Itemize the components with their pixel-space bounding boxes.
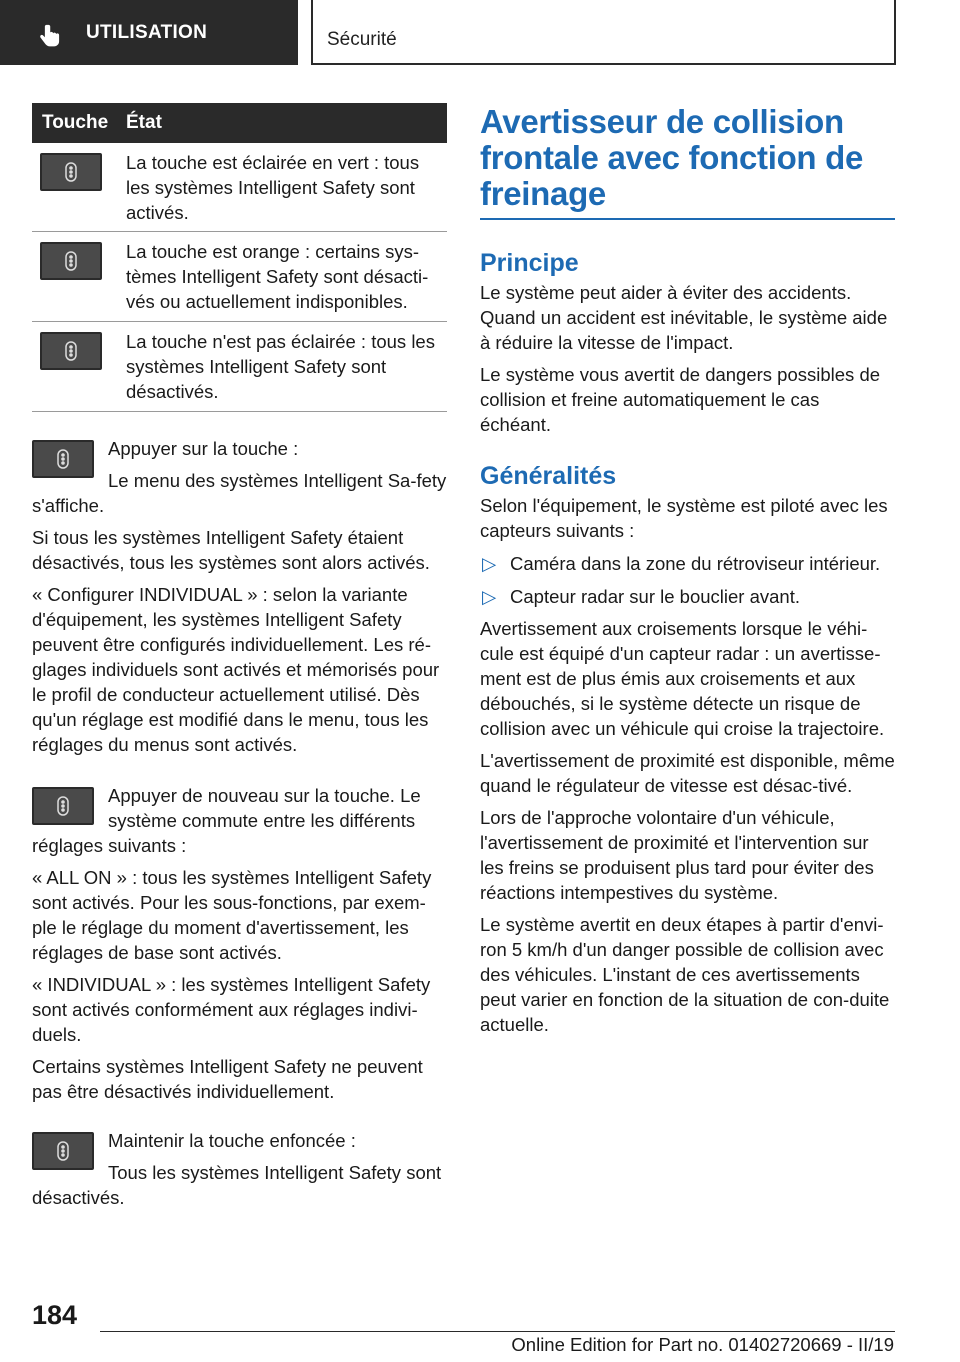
table-cell-state: La touche n'est pas éclairée : tous les systèmes Intelligent Safety sont désactivés. <box>126 331 435 402</box>
intelligent-safety-button-icon <box>40 332 102 370</box>
footer-divider <box>100 1331 895 1332</box>
paragraph: Le système avertit en deux étapes à partir d'envi-ron 5 km/h d'un danger possible de collision avec des véhicules. L'instant de ces avertissements peut varier en fonction de la situation de con-duite actuelle. <box>480 914 890 1035</box>
list-item-text: Caméra dans la zone du rétroviseur intérieur. <box>510 553 881 574</box>
paragraph: Avertissement aux croisements lorsque le véhi-cule est équipé d'un capteur radar : un avertisse-ment est de plus émis aux croisements et aux débouchés, si le système détecte un risque de collision avec un véhicule qui croise la trajectoire. <box>480 618 885 739</box>
intelligent-safety-button-icon <box>40 153 102 191</box>
hold-button-block <box>32 1128 447 1210</box>
paragraph: Selon l'équipement, le système est piloté avec les capteurs suivants : <box>480 495 888 541</box>
paragraph: L'avertissement de proximité est disponible, même quand le régulateur de vitesse est désac-tivé. <box>480 750 895 796</box>
table-row <box>32 232 447 322</box>
press-again-block <box>32 783 447 1104</box>
hold-result: Tous les systèmes Intelligent Safety sont désactivés. <box>32 1162 442 1208</box>
heading-principle: Principe <box>480 249 579 277</box>
paragraph: « ALL ON » : tous les systèmes Intelligent Safety sont activés. Pour les sous-fonctions, par exem-ple le réglage du moment d'avertissement, les réglages de base sont activés. <box>32 867 432 963</box>
triangle-bullet-icon: ▷ <box>482 553 497 574</box>
intelligent-safety-button-icon <box>40 242 102 280</box>
triangle-bullet-icon: ▷ <box>482 586 497 607</box>
paragraph: Si tous les systèmes Intelligent Safety étaient désactivés, tous les systèmes sont alors activés. <box>32 527 430 573</box>
press-again-instruction: Appuyer de nouveau sur la touche. Le système commute entre les différents réglages suivants : <box>32 785 421 856</box>
table-header <box>32 103 447 143</box>
list-item-text: Capteur radar sur le bouclier avant. <box>510 586 800 607</box>
footer-edition: Online Edition for Part no. 01402720669 - II/19 <box>511 1334 894 1355</box>
right-column <box>480 104 895 1037</box>
table-cell-state: La touche est éclairée en vert : tous les systèmes Intelligent Safety sont activés. <box>126 152 420 223</box>
paragraph: Certains systèmes Intelligent Safety ne peuvent pas être désactivés individuellement. <box>32 1056 423 1102</box>
chapter-tab[interactable] <box>0 0 298 65</box>
table-header-state: État <box>126 112 162 133</box>
page-number: 184 <box>32 1300 78 1330</box>
table-row <box>32 143 447 232</box>
intelligent-safety-button-icon <box>32 787 94 825</box>
press-button-block <box>32 436 447 757</box>
intelligent-safety-button-icon <box>32 1132 94 1170</box>
hold-instruction: Maintenir la touche enfoncée : <box>108 1130 356 1151</box>
table-header-key: Touche <box>42 112 109 133</box>
chapter-title: UTILISATION <box>86 22 208 43</box>
button-state-table <box>32 103 447 412</box>
section-main-title: Avertisseur de collision frontale avec fonction de freinage <box>480 104 895 220</box>
section-header <box>311 0 896 65</box>
paragraph: Lors de l'approche volontaire d'un véhicule, l'avertissement de proximité et l'intervention sur les freins se produisent plus tard pour éviter des réactions intempestives du système. <box>480 807 874 903</box>
paragraph: Le système peut aider à éviter des accidents. Quand un accident est inévitable, le système aide à réduire la vitesse de l'impact. <box>480 282 888 353</box>
intelligent-safety-button-icon <box>32 440 94 478</box>
table-row <box>32 322 447 412</box>
press-instruction: Appuyer sur la touche : <box>108 438 299 459</box>
paragraph: « Configurer INDIVIDUAL » : selon la variante d'équipement, les systèmes Intelligent Safety peuvent être configurés individuellement. Les ré-glages individuels sont activés et mémorisés pour le profil de conducteur actuellement utilisé. Dès qu'un réglage est modifié dans le menu, tous les réglages du menus sont activés. <box>32 584 440 755</box>
paragraph: « INDIVIDUAL » : les systèmes Intelligent Safety sont activés conformément aux réglages indivi-duels. <box>32 974 431 1045</box>
hand-pointer-icon <box>36 22 64 50</box>
list-item <box>480 584 895 609</box>
list-item <box>480 551 895 576</box>
press-result: Le menu des systèmes Intelligent Sa-fety s'affiche. <box>32 470 447 516</box>
paragraph: Le système vous avertit de dangers possibles de collision et freine automatiquement le cas échéant. <box>480 364 881 435</box>
heading-general: Généralités <box>480 462 617 490</box>
table-cell-state: La touche est orange : certains sys-tèmes Intelligent Safety sont désacti-vés ou actuellement indisponibles. <box>126 241 429 312</box>
section-title: Sécurité <box>327 29 397 50</box>
